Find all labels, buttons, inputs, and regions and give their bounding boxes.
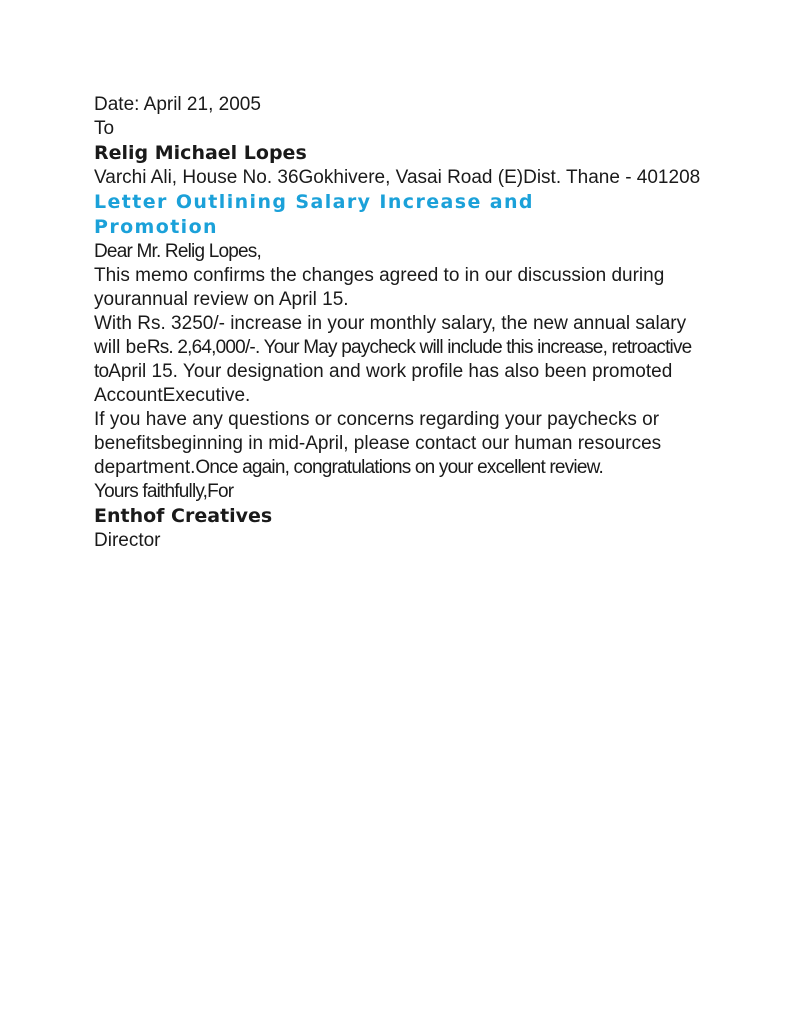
paragraph-contact-part1: If you have any questions or concerns regarding your paychecks or benefitsbeginning in mid-April, please contact our human resources department. xyxy=(94,409,662,478)
letter-body xyxy=(94,93,714,553)
paragraph-salary-part3: April 15. Your designation and work profile has also been promoted AccountExecutive. xyxy=(94,361,673,406)
recipient-name: Relig Michael Lopes xyxy=(94,142,307,164)
paragraph-contact xyxy=(94,408,714,480)
letter-date: Date: April 21, 2005 xyxy=(94,94,261,115)
closing-line: Yours faithfully,For xyxy=(94,481,234,502)
paragraph-salary xyxy=(94,312,714,408)
paragraph-salary-part2: Rs. 2,64,000/-. Your May paycheck will include this increase, retroactive to xyxy=(94,337,692,382)
paragraph-memo: This memo confirms the changes agreed to in our discussion during yourannual review on April 15. xyxy=(94,265,665,310)
to-label: To xyxy=(94,118,115,139)
salutation: Dear Mr. Relig Lopes, xyxy=(94,241,261,262)
letter-subject: Letter Outlining Salary Increase and Promotion xyxy=(94,191,534,238)
paragraph-contact-part2: Once again, congratulations on your excellent review. xyxy=(195,457,603,478)
paragraph-salary-part1: With Rs. 3250/- increase in your monthly salary, the new annual salary will be xyxy=(94,313,687,358)
signatory-title: Director xyxy=(94,530,161,551)
company-name: Enthof Creatives xyxy=(94,505,273,527)
recipient-address: Varchi Ali, House No. 36Gokhivere, Vasai Road (E)Dist. Thane - 401208 xyxy=(94,167,701,188)
